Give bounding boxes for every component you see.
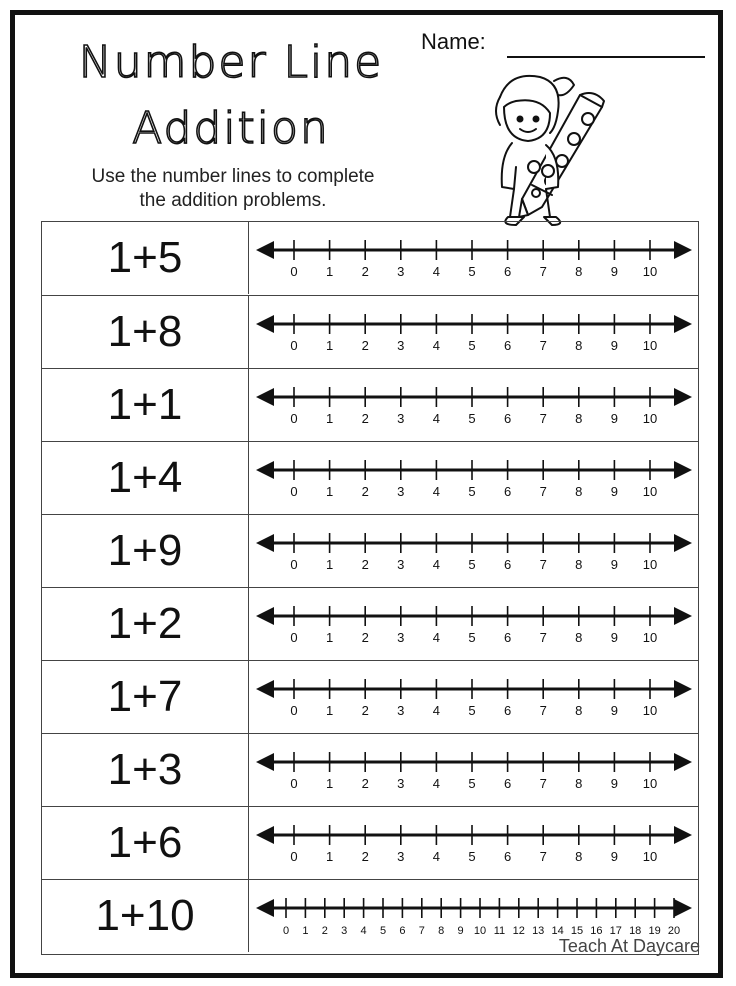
name-field[interactable] <box>421 29 711 59</box>
right-arrow-icon <box>674 899 692 917</box>
problem-expression: 1+1 <box>42 369 249 441</box>
tick-label: 7 <box>539 703 547 718</box>
tick-label: 6 <box>503 776 512 791</box>
problem-expression: 1+3 <box>42 734 249 806</box>
number-line <box>250 807 698 879</box>
tick-label: 9 <box>610 849 619 864</box>
tick-label: 10 <box>642 703 658 718</box>
tick-label: 6 <box>503 849 512 864</box>
tick-label: 4 <box>432 557 441 572</box>
tick-label: 0 <box>290 849 298 864</box>
tick-label: 8 <box>575 264 583 279</box>
tick-label: 10 <box>473 925 487 937</box>
tick-label: 1 <box>325 264 334 279</box>
tick-label: 8 <box>575 776 583 791</box>
tick-label: 0 <box>290 776 298 791</box>
number-line <box>250 369 698 441</box>
number-line <box>250 661 698 733</box>
tick-label: 8 <box>575 703 583 718</box>
worksheet-title-line1: Number Line <box>78 37 384 88</box>
tick-label: 0 <box>290 264 298 279</box>
tick-label: 7 <box>539 557 547 572</box>
tick-label: 10 <box>642 264 658 279</box>
left-arrow-icon <box>256 315 274 333</box>
left-arrow-icon <box>256 826 274 844</box>
tick-label: 1 <box>325 703 334 718</box>
problem-row <box>42 295 698 368</box>
number-line <box>250 442 698 514</box>
tick-label: 10 <box>642 557 658 572</box>
tick-label: 7 <box>539 411 547 426</box>
problem-expression: 1+4 <box>42 442 249 514</box>
tick-label: 10 <box>642 849 658 864</box>
tick-label: 15 <box>570 925 584 937</box>
tick-label: 1 <box>325 338 334 353</box>
right-arrow-icon <box>674 826 692 844</box>
right-arrow-icon <box>674 753 692 771</box>
tick-label: 9 <box>457 925 464 937</box>
tick-label: 16 <box>590 925 603 937</box>
tick-label: 1 <box>325 776 334 791</box>
tick-label: 3 <box>397 264 405 279</box>
problem-row <box>42 806 698 879</box>
problem-row <box>42 222 698 294</box>
tick-label: 18 <box>629 925 642 937</box>
tick-label: 3 <box>397 411 405 426</box>
number-line <box>250 734 698 806</box>
tick-label: 3 <box>397 776 405 791</box>
tick-label: 14 <box>551 925 564 937</box>
number-line <box>250 515 698 587</box>
tick-label: 4 <box>432 703 441 718</box>
tick-label: 5 <box>468 630 476 645</box>
tick-label: 1 <box>302 925 309 937</box>
problem-expression: 1+9 <box>42 515 249 587</box>
left-arrow-icon <box>256 680 274 698</box>
tick-label: 6 <box>503 557 512 572</box>
worksheet-page <box>10 10 723 978</box>
tick-label: 9 <box>610 557 619 572</box>
tick-label: 4 <box>432 776 441 791</box>
tick-label: 4 <box>432 264 441 279</box>
tick-label: 4 <box>432 630 441 645</box>
tick-label: 2 <box>361 484 369 499</box>
instructions-line2: the addition problems. <box>139 190 327 211</box>
tick-label: 2 <box>361 264 369 279</box>
problem-expression: 1+10 <box>42 880 249 952</box>
tick-label: 10 <box>642 776 658 791</box>
tick-label: 1 <box>325 411 334 426</box>
right-arrow-icon <box>674 680 692 698</box>
tick-label: 1 <box>325 484 334 499</box>
tick-label: 6 <box>503 411 512 426</box>
tick-label: 8 <box>575 484 583 499</box>
tick-label: 4 <box>432 338 441 353</box>
left-arrow-icon <box>256 534 274 552</box>
tick-label: 7 <box>539 338 547 353</box>
tick-label: 3 <box>397 484 405 499</box>
right-arrow-icon <box>674 241 692 259</box>
right-arrow-icon <box>674 461 692 479</box>
tick-label: 6 <box>503 338 512 353</box>
tick-label: 2 <box>361 557 369 572</box>
tick-label: 9 <box>610 630 619 645</box>
tick-label: 1 <box>325 630 334 645</box>
tick-label: 1 <box>325 849 334 864</box>
tick-label: 9 <box>610 776 619 791</box>
tick-label: 2 <box>361 703 369 718</box>
left-arrow-icon <box>256 388 274 406</box>
tick-label: 0 <box>290 411 298 426</box>
right-arrow-icon <box>674 607 692 625</box>
tick-label: 5 <box>468 411 476 426</box>
right-arrow-icon <box>674 534 692 552</box>
tick-label: 0 <box>290 630 298 645</box>
tick-label: 7 <box>539 776 547 791</box>
tick-label: 2 <box>361 776 369 791</box>
tick-label: 3 <box>397 703 405 718</box>
tick-label: 4 <box>432 411 441 426</box>
footer-credit: Teach At Daycare <box>558 936 700 956</box>
tick-label: 8 <box>575 411 583 426</box>
tick-label: 9 <box>610 484 619 499</box>
tick-label: 8 <box>575 557 583 572</box>
left-arrow-icon <box>256 899 274 917</box>
tick-label: 10 <box>642 484 658 499</box>
number-line <box>250 296 698 368</box>
tick-label: 6 <box>503 484 512 499</box>
tick-label: 19 <box>648 925 661 937</box>
tick-label: 5 <box>468 776 476 791</box>
tick-label: 17 <box>609 925 622 937</box>
tick-label: 10 <box>642 630 658 645</box>
tick-label: 2 <box>361 411 369 426</box>
problem-row <box>42 660 698 733</box>
tick-label: 8 <box>575 849 583 864</box>
tick-label: 7 <box>539 484 547 499</box>
tick-label: 0 <box>290 703 298 718</box>
number-line <box>250 588 698 660</box>
tick-label: 9 <box>610 703 619 718</box>
tick-label: 5 <box>379 925 387 937</box>
right-arrow-icon <box>674 315 692 333</box>
tick-label: 9 <box>610 411 619 426</box>
tick-label: 0 <box>282 925 290 937</box>
tick-label: 8 <box>575 630 583 645</box>
tick-label: 9 <box>610 338 619 353</box>
tick-label: 2 <box>321 925 328 937</box>
problem-expression: 1+7 <box>42 661 249 733</box>
tick-label: 5 <box>468 557 476 572</box>
worksheet-title-line2: Addition <box>132 103 330 154</box>
tick-label: 7 <box>418 925 425 937</box>
problem-expression: 1+5 <box>42 222 249 294</box>
problems-table <box>41 221 699 955</box>
tick-label: 4 <box>360 925 367 937</box>
tick-label: 2 <box>361 849 369 864</box>
tick-label: 6 <box>503 264 512 279</box>
tick-label: 5 <box>468 338 476 353</box>
instructions <box>43 165 423 213</box>
tick-label: 3 <box>397 557 405 572</box>
tick-label: 6 <box>503 630 512 645</box>
tick-label: 7 <box>539 849 547 864</box>
tick-label: 6 <box>399 925 406 937</box>
tick-label: 3 <box>397 849 405 864</box>
problem-row <box>42 587 698 660</box>
tick-label: 4 <box>432 849 441 864</box>
left-arrow-icon <box>256 241 274 259</box>
tick-label: 8 <box>575 338 583 353</box>
tick-label: 4 <box>432 484 441 499</box>
number-line <box>250 222 698 294</box>
tick-label: 2 <box>361 338 369 353</box>
problem-expression: 1+8 <box>42 296 249 368</box>
tick-label: 0 <box>290 557 298 572</box>
tick-label: 20 <box>667 925 681 937</box>
tick-label: 3 <box>397 630 405 645</box>
tick-label: 8 <box>438 925 445 937</box>
tick-label: 13 <box>532 925 545 937</box>
name-label: Name: <box>421 29 486 54</box>
tick-label: 0 <box>290 484 298 499</box>
tick-label: 5 <box>468 484 476 499</box>
tick-label: 5 <box>468 849 476 864</box>
tick-label: 3 <box>397 338 405 353</box>
tick-label: 7 <box>539 630 547 645</box>
tick-label: 1 <box>325 557 334 572</box>
tick-label: 12 <box>512 925 525 937</box>
tick-label: 10 <box>642 338 658 353</box>
left-arrow-icon <box>256 607 274 625</box>
left-arrow-icon <box>256 753 274 771</box>
girl-with-pencil-illustration <box>470 67 620 232</box>
tick-label: 9 <box>610 264 619 279</box>
name-blank-line[interactable] <box>507 56 705 58</box>
instructions-line1: Use the number lines to complete <box>91 166 375 187</box>
tick-label: 5 <box>468 703 476 718</box>
tick-label: 3 <box>341 925 348 937</box>
tick-label: 5 <box>468 264 476 279</box>
problem-row <box>42 514 698 587</box>
problem-row <box>42 733 698 806</box>
tick-label: 6 <box>503 703 512 718</box>
tick-label: 11 <box>493 925 506 937</box>
problem-row <box>42 441 698 514</box>
right-arrow-icon <box>674 388 692 406</box>
problem-expression: 1+6 <box>42 807 249 879</box>
left-arrow-icon <box>256 461 274 479</box>
problem-row <box>42 368 698 441</box>
tick-label: 7 <box>539 264 547 279</box>
tick-label: 2 <box>361 630 369 645</box>
tick-label: 0 <box>290 338 298 353</box>
problem-expression: 1+2 <box>42 588 249 660</box>
tick-label: 10 <box>642 411 658 426</box>
